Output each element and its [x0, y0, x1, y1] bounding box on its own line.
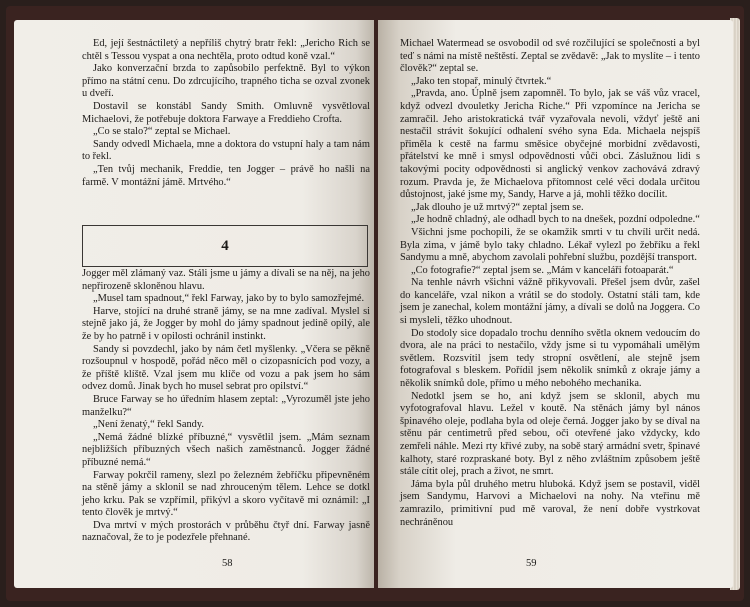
right-page [378, 20, 733, 588]
paragraph: Harve, stojící na druhé straně jámy, se na mne zadíval. Myslel si stejně jako já, že Jogger by mohl do jámy spadnout jedině opilý, ale že by ho patrně i v opilosti ochránil instinkt. [82, 305, 370, 342]
paragraph: Sandy odvedl Michaela, mne a doktora do vstupní haly a tam nám to řekl. [82, 138, 370, 163]
left-page [14, 20, 374, 588]
paragraph: „Jak dlouho je už mrtvý?“ zeptal jsem se. [411, 201, 584, 213]
paragraph: „Co se stalo?“ zeptal se Michael. [93, 126, 231, 138]
paragraph: „Jako ten stopař, minulý čtvrtek.“ [411, 75, 552, 87]
page-number-right: 59 [526, 558, 537, 569]
paragraph: Bruce Farway se ho úředním hlasem zeptal: „Vyrozuměl jste jeho manželku?“ [82, 393, 370, 418]
left-top-text [82, 38, 370, 189]
chapter-number: 4 [221, 237, 229, 254]
right-text [400, 38, 700, 529]
paragraph: Michael Watermead se osvobodil od své rozčilující se společnosti a byl teď s námi na místě neštěstí. Zeptal se zvědavě: „Jak to myslíte – i tento člověk?“ zeptal se. [400, 38, 700, 75]
paragraph: Nedotkl jsem se ho, ani když jsem se sklonil, abych mu vyfotografoval hlavu. Ležel v koutě. Na stěnách jámy byl nános špinavého oleje, podlaha byla od oleje černá. Jogger jako by se díval na stěnu pár centimetrů před sebou, oči otevřené jako vždycky, kdo zemřeli náhle. Mezi rty křivé zuby, na sobě starý armádní svetr, špinavé kalhoty, staré rozpraskané boty. Byl z něho zvláštním způsobem ještě stále cítit olej, prach a život, ne smrt. [400, 390, 700, 478]
paragraph: „Musel tam spadnout,“ řekl Farway, jako by to bylo samozřejmé. [93, 293, 365, 305]
paragraph: Dostavil se konstábl Sandy Smith. Omluvně vysvětloval Michaelovi, že potřebuje doktora Farwaye a Freddieho Crofta. [82, 100, 370, 125]
paragraph: „Co fotografie?“ zeptal jsem se. „Mám v kanceláři fotoaparát.“ [411, 264, 674, 276]
page-number-left: 58 [222, 558, 233, 569]
paragraph: Všichni jsme pochopili, že se okamžik smrti v tu chvíli určit nedá. Byla zima, v jámě bylo taky chladno. Lékař vylezl po žebříku a řekl Sandymu a mně, abychom zavolali pohřební službu, pozdější transport. [400, 226, 700, 264]
paragraph: Do stodoly sice dopadalo trochu denního světla oknem vedoucím do dvora, ale na práci to nestačilo, vždy jsme si tu vypomáhali umělým světlem. Rozsvítil jsem tedy stropní osvětlení, ale stejně jsem fotografoval s bleskem. Pořídil jsem několik snímků z okraje jámy a několik snímků dole, přímo u mého nebohého mechanika. [400, 327, 700, 390]
paragraph: „Není ženatý,“ řekl Sandy. [93, 419, 204, 431]
chapter-heading [82, 225, 368, 267]
paragraph: „Nemá žádné blízké příbuzné,“ vysvětlil jsem. „Mám seznam nejbližších příbuzných všech našich zaměstnanců. Jogger žádné příbuzné nemá.“ [82, 431, 370, 468]
paragraph: Jako konverzační brzda to zapůsobilo perfektně. Byl to výkon přímo na státní cenu. Do zdrcujícího, trapného ticha se ozval zvonek u dveří. [82, 63, 370, 100]
paragraph: Dva mrtví v mých prostorách v průběhu čtyř dní. Farway jasně naznačoval, že to je podezřele přehnané. [82, 519, 370, 544]
open-book [6, 6, 744, 601]
paragraph: „Je hodně chladný, ale odhadl bych to na dnešek, pozdní odpoledne.“ [411, 214, 700, 226]
paragraph: Na tenhle návrh všichni vážně přikyvovali. Přešel jsem dvůr, zašel do kanceláře, vzal nikon a vrátil se do stodoly. Ostatní stáli tam, kde jsem je zanechal, kolem montážní jámy, a dívali se dolů na Joggera. Co si mysleli, těžko uhodnout. [400, 277, 700, 327]
paragraph: Jáma byla půl druhého metru hluboká. Když jsem se postavil, viděl jsem Sandymu, Harvovi a Michaelovi na nohy. Na vteřinu mě zamrazilo, primitivní pud mě varoval, že není dobře vystrkovat nechráněnou [400, 478, 700, 528]
paragraph: „Pravda, ano. Úplně jsem zapomněl. To bylo, jak se váš vůz vracel, když odvezl dvouletky Jericha Riche.“ Při vzpomínce na Jericha se zamračil. Jeho aristokratická tvář vyzařovala nevoli, vždyť ještě ani nestačil strávit šokující odhalení svého syna Eda. Michaela nejspíš přiměla k cestě na farmu směsice obyčejné morbidní zvědavosti, přátelství ke mně i smysl odpovědnosti vůči obci. Záslužnou lidi s takovými pocity odpovědnosti si anglický venkov zachovává zdravý rozum. Pravda je, že Michaelova přítomnost celé věci dodala určitou důstojnost, jaké jsme my, Sandy, Harve a já, mohli těžko docílit. [400, 88, 700, 201]
paragraph: „Ten tvůj mechanik, Freddie, ten Jogger – právě ho našli na farmě. V montážní jámě. Mrtvého.“ [82, 163, 370, 188]
paragraph: Farway pokrčil rameny, slezl po železném žebříčku připevněném na stěně jámy a sklonil se nad zhrouceným tělem. Lehce se dotkl jeho krku. Pak se vzpřímil, přikývl a skoro vyčítavě mi oznámil: „I tento člověk je mrtvý.“ [82, 469, 370, 519]
left-bottom-text [82, 268, 370, 545]
paragraph: Sandy si povzdechl, jako by nám četl myšlenky. „Včera se pěkně rozšoupnul v hospodě, pořád něco měl o cizopasnících pod vozy, a že příště klíště. Vzal jsem mu klíče od vozu a pak jsem ho sám odvez domů. Jinak bych ho musel sebrat pro opilství.“ [82, 343, 370, 393]
paragraph: Jogger měl zlámaný vaz. Stáli jsme u jámy a dívali se na něj, na jeho nepřirozeně skloněnou hlavu. [82, 268, 370, 292]
paragraph: Ed, její šestnáctiletý a nepříliš chytrý bratr řekl: „Jericho Rich se chtěl s Tessou vyspat a ona nechtěla, proto odtud koně vzal.“ [82, 38, 370, 62]
